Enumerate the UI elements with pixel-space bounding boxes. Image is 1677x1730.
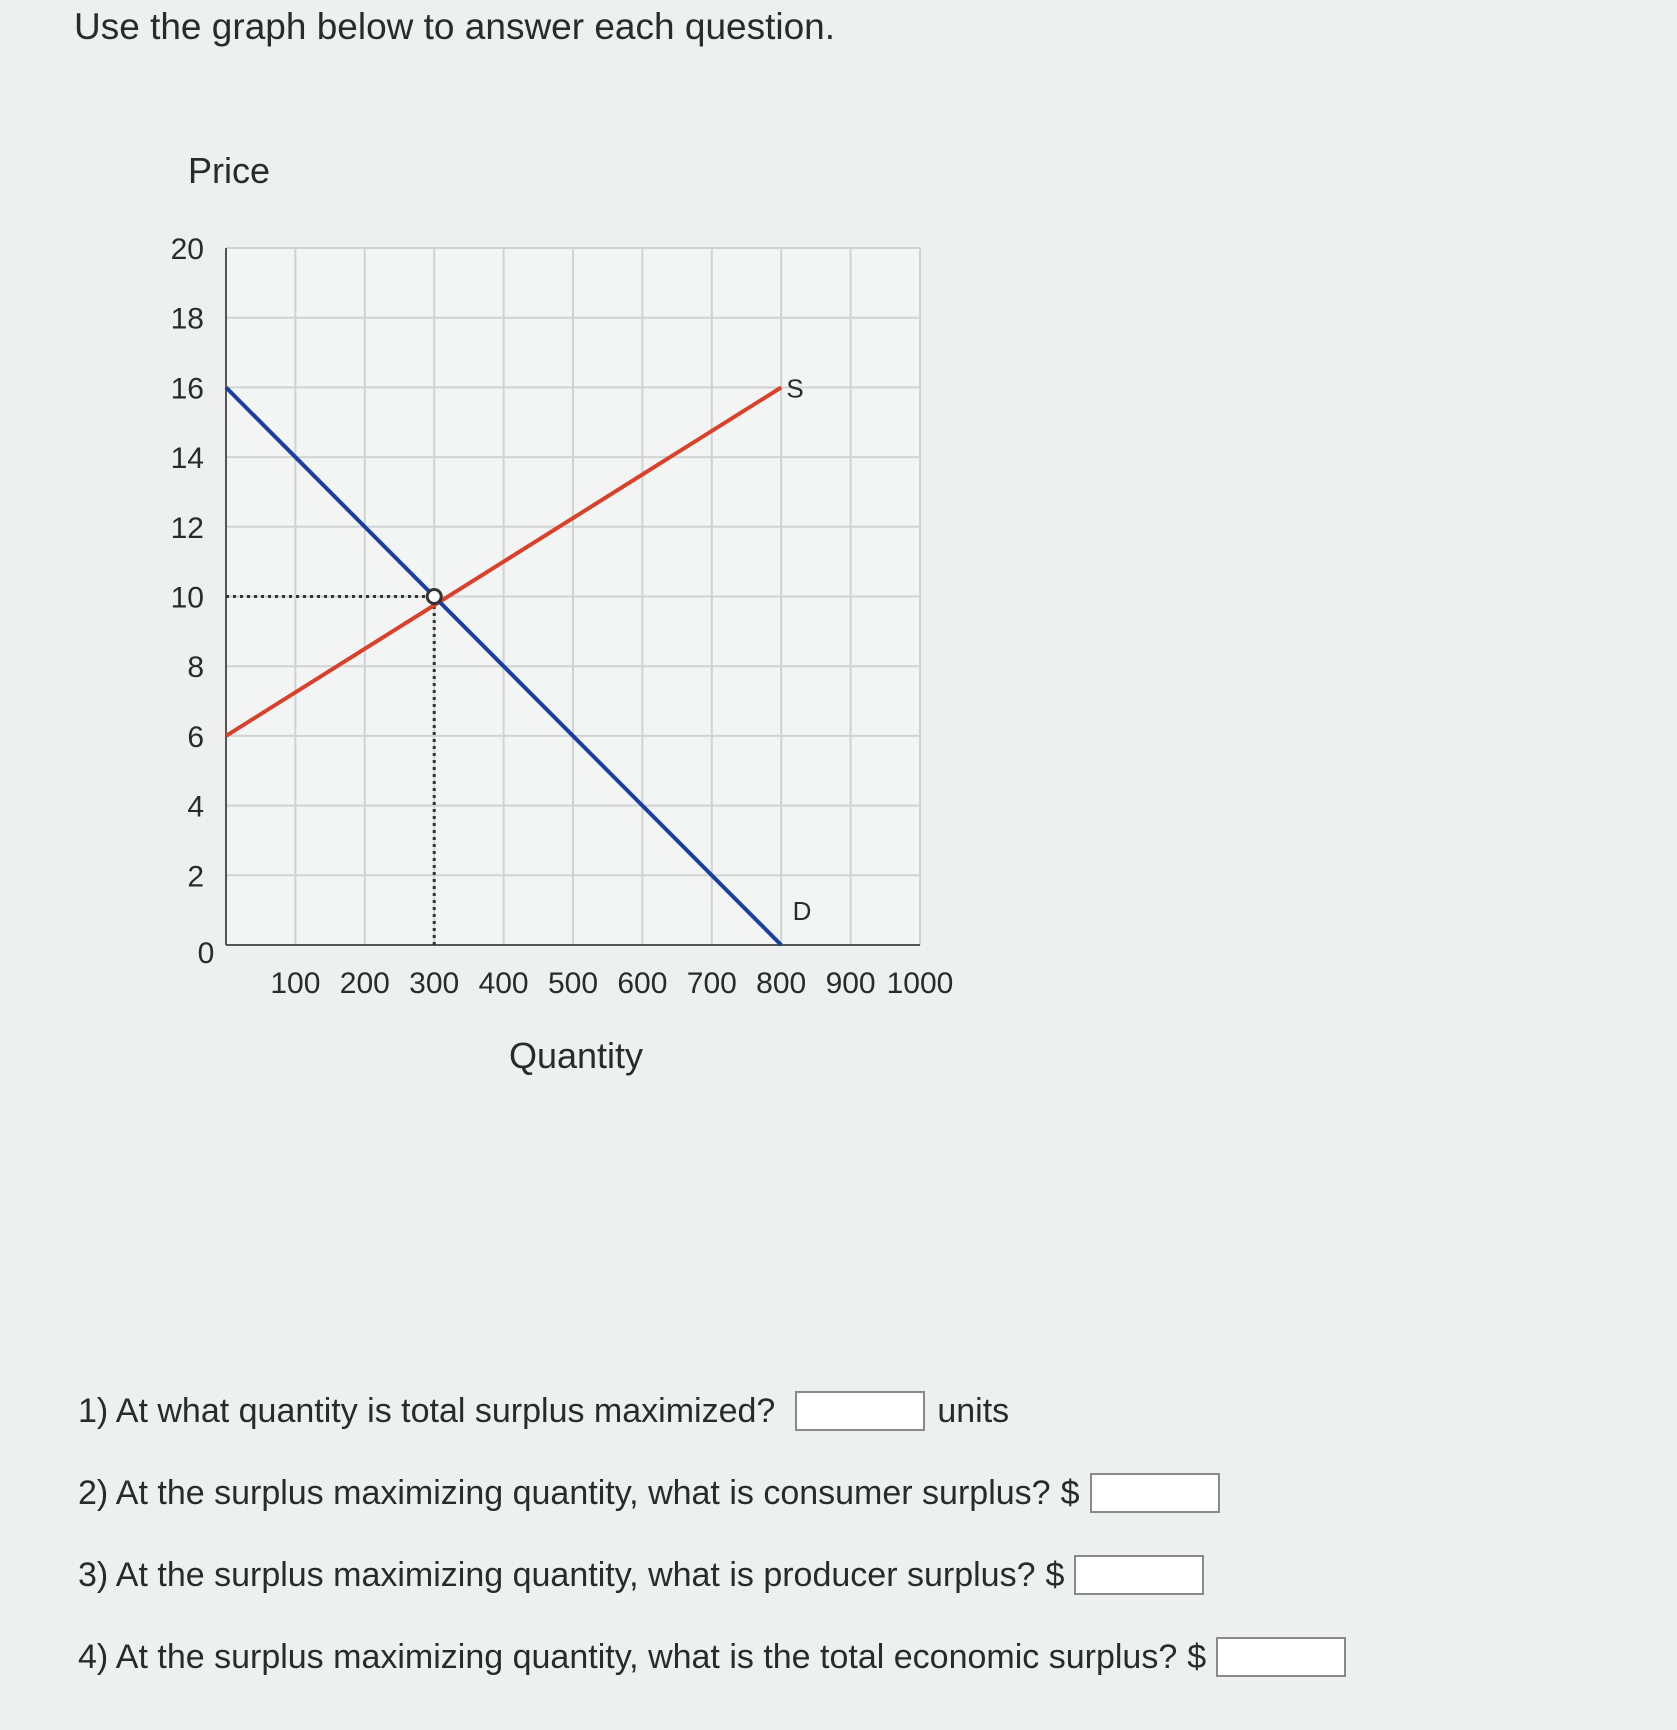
question-3-prefix: $ xyxy=(1045,1555,1065,1594)
x-tick-label-1: 200 xyxy=(339,967,390,1000)
x-tick-label-9: 1000 xyxy=(886,967,954,1000)
answer-2-input[interactable] xyxy=(1090,1473,1220,1513)
question-1 xyxy=(78,1370,1638,1452)
question-3-text: 3) At the surplus maximizing quantity, what is producer surplus? xyxy=(78,1555,1036,1594)
answer-3-input[interactable] xyxy=(1074,1555,1204,1595)
y-tick-label-6: 12 xyxy=(170,511,204,545)
y-tick-label-8: 16 xyxy=(170,372,204,406)
question-2-text: 2) At the surplus maximizing quantity, what is consumer surplus? xyxy=(78,1473,1051,1512)
x-tick-label-3: 400 xyxy=(478,967,529,1000)
x-axis-title: Quantity xyxy=(508,1035,644,1076)
y-tick-label-4: 8 xyxy=(187,651,204,685)
question-3 xyxy=(78,1534,1638,1616)
y-axis-title: Price xyxy=(188,150,271,191)
y-tick-label-5: 10 xyxy=(170,581,204,615)
answer-1-input[interactable] xyxy=(795,1391,925,1431)
y-tick-label-1: 2 xyxy=(187,860,204,894)
question-2 xyxy=(78,1452,1638,1534)
origin-label: 0 xyxy=(197,937,215,970)
questions-list xyxy=(78,1370,1638,1698)
x-tick-label-2: 300 xyxy=(409,967,460,1000)
x-tick-label-8: 900 xyxy=(825,967,876,1000)
question-4 xyxy=(78,1616,1638,1698)
x-tick-label-5: 600 xyxy=(617,967,668,1000)
x-tick-label-6: 700 xyxy=(686,967,737,1000)
answer-4-input[interactable] xyxy=(1216,1637,1346,1677)
series-label-s: S xyxy=(786,373,804,404)
instruction-text: Use the graph below to answer each question. xyxy=(74,6,836,47)
question-4-text: 4) At the surplus maximizing quantity, what is the total economic surplus? xyxy=(78,1637,1178,1676)
x-tick-label-7: 800 xyxy=(756,967,807,1000)
series-label-d: D xyxy=(792,896,812,927)
question-4-prefix: $ xyxy=(1187,1637,1207,1676)
y-tick-label-9: 18 xyxy=(170,302,204,336)
y-tick-label-7: 14 xyxy=(170,442,204,476)
x-tick-label-4: 500 xyxy=(547,967,599,1000)
question-2-prefix: $ xyxy=(1060,1473,1080,1512)
question-1-text: 1) At what quantity is total surplus maximized? xyxy=(78,1391,776,1430)
y-tick-label-2: 4 xyxy=(187,790,204,824)
equilibrium-point xyxy=(427,590,441,604)
x-tick-label-0: 100 xyxy=(270,967,321,1000)
y-tick-label-10: 20 xyxy=(170,233,204,266)
y-tick-label-3: 6 xyxy=(187,720,204,754)
question-1-suffix: units xyxy=(937,1391,1010,1430)
